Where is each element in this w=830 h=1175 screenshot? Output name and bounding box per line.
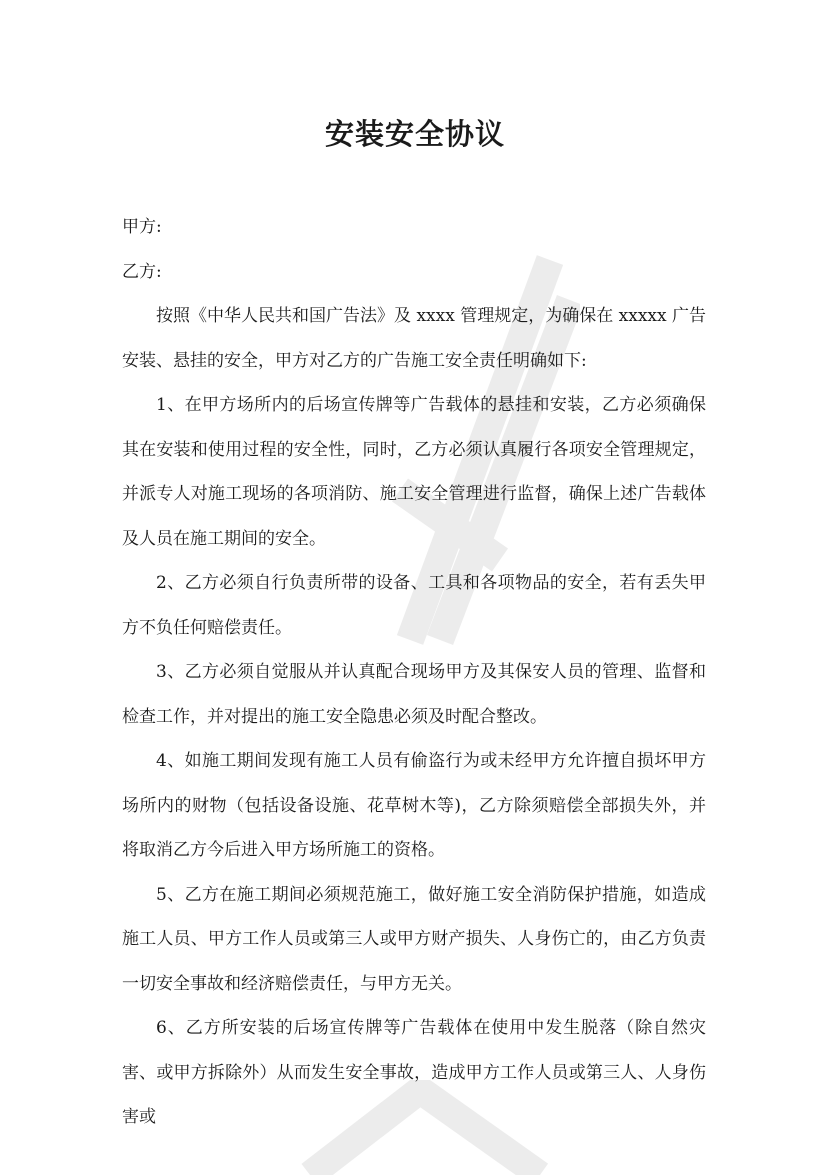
document-title: 安装安全协议 xyxy=(324,117,505,151)
clause-3: 3、乙方必须自觉服从并认真配合现场甲方及其保安人员的管理、监督和检查工作，并对提出的施工安全隐患必须及时配合整改。 xyxy=(122,662,706,727)
party-b-label: 乙方: xyxy=(122,261,162,282)
clause-1: 1、在甲方场所内的后场宣传牌等广告载体的悬挂和安装，乙方必须确保其在安装和使用过程的安全性，同时，乙方必须认真履行各项安全管理规定，并派专人对施工现场的各项消防、施工安全管理进行监督，确保上述广告载体及人员在施工期间的安全。 xyxy=(122,395,706,549)
clause-5: 5、乙方在施工期间必须规范施工，做好施工安全消防保护措施，如造成施工人员、甲方工作人员或第三人或甲方财产损失、人身伤亡的，由乙方负责一切安全事故和经济赔偿责任，与甲方无关。 xyxy=(122,884,706,994)
clause-2: 2、乙方必须自行负责所带的设备、工具和各项物品的安全，若有丢失甲方不负任何赔偿责任。 xyxy=(122,573,706,638)
clause-6: 6、乙方所安装的后场宣传牌等广告载体在使用中发生脱落（除自然灾害、或甲方拆除外）从而发生安全事故，造成甲方工作人员或第三人、人身伤害或 xyxy=(122,1018,706,1127)
clause-4: 4、如施工期间发现有施工人员有偷盗行为或未经甲方允许擅自损坏甲方场所内的财物（包括设备设施、花草树木等)，乙方除须赔偿全部损失外，并将取消乙方今后进入甲方场所施工的资格。 xyxy=(122,751,706,860)
document-body xyxy=(122,205,706,1140)
party-a-label: 甲方: xyxy=(122,217,162,237)
preamble-paragraph: 按照《中华人民共和国广告法》及 xxxx 管理规定，为确保在 xxxxx 广告安装、悬挂的安全，甲方对乙方的广告施工安全责任明确如下: xyxy=(122,306,706,371)
